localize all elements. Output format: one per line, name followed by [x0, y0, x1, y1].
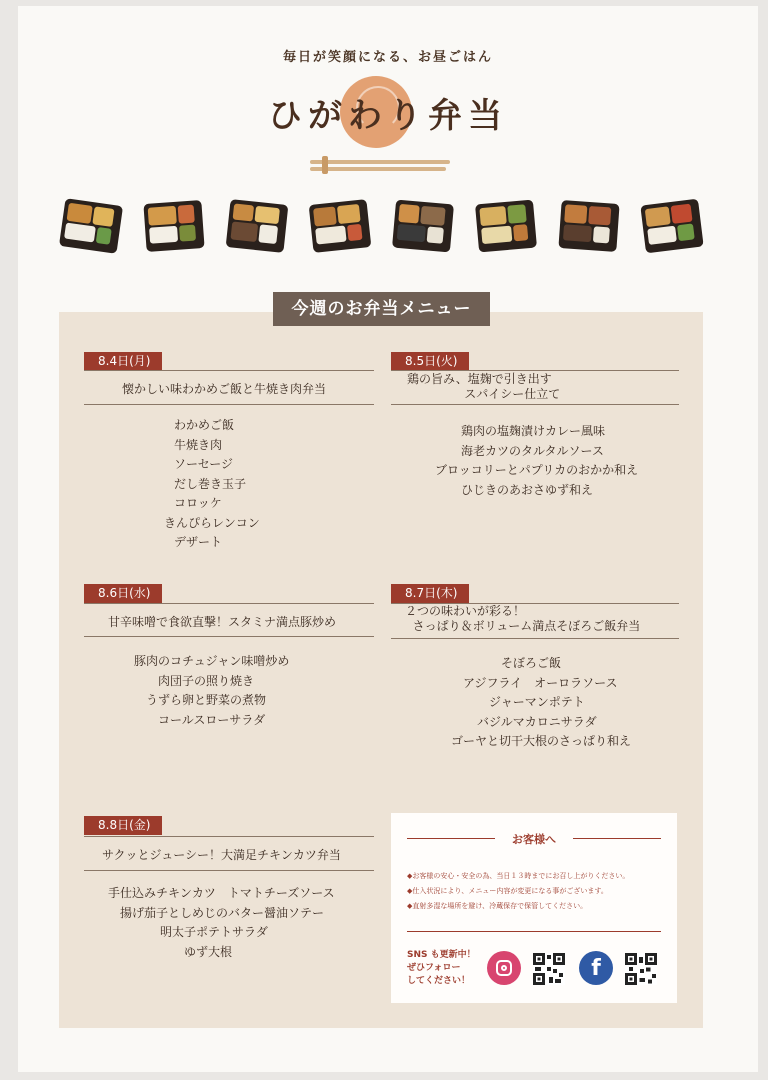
day-title: ２つの味わいが彩る！ さっぱり＆ボリューム満点そぼろご飯弁当	[405, 604, 641, 633]
day-items	[435, 422, 638, 500]
bento-photo	[475, 200, 537, 253]
menu-item: 揚げ茄子としめじのバター醤油ソテー	[120, 905, 325, 920]
day-thursday	[391, 582, 679, 748]
menu-item: コールスローサラダ	[158, 712, 266, 727]
date-badge: 8.8日(金)	[84, 816, 162, 835]
sns-line: SNS も更新中！	[407, 950, 476, 960]
menu-item: 豚肉のコチュジャン味噌炒め	[134, 654, 290, 668]
day-title: 懐かしい味わかめご飯と牛焼き肉弁当	[122, 382, 327, 396]
day-friday	[84, 814, 374, 959]
menu-item: バジルマカロニサラダ	[477, 714, 597, 729]
bento-photo	[226, 199, 289, 253]
bento-photo	[640, 199, 703, 254]
qr-code-icon[interactable]	[625, 953, 657, 985]
day-wednesday	[84, 582, 374, 727]
notice-notes	[407, 869, 629, 914]
bento-photo	[392, 200, 454, 253]
chopsticks-icon	[310, 160, 450, 174]
menu-item: 肉団子の照り焼き	[158, 673, 255, 688]
tagline: 毎日が笑顔になる、お昼ごはん	[282, 50, 493, 65]
brand-logo	[18, 76, 758, 156]
date-badge: 8.7日(木)	[391, 584, 469, 603]
bento-photo	[143, 200, 204, 252]
notice-title: お客様へ	[512, 833, 556, 846]
brand-name: ひがわり弁当	[268, 96, 508, 136]
menu-item: 手仕込みチキンカツ トマトチーズソース	[108, 886, 335, 900]
day-title: 甘辛味噌で食欲直撃！スタミナ満点豚炒め	[108, 615, 337, 629]
date-badge: 8.4日(月)	[84, 352, 162, 371]
menu-item: コロッケ	[174, 496, 222, 510]
bento-photo	[558, 200, 619, 252]
sns-line: してください！	[407, 976, 471, 986]
menu-item: 鶏肉の塩麹漬けカレー風味	[461, 424, 606, 438]
menu-item: うずら卵と野菜の煮物	[146, 693, 267, 707]
menu-item: ひじきのあおさゆず和え	[461, 482, 594, 497]
notice-note: ◆お客様の安心・安全の為、当日１３時までにお召し上がりください。	[407, 872, 630, 880]
menu-item: ゆず大根	[184, 944, 233, 959]
instagram-icon[interactable]	[487, 951, 521, 985]
facebook-icon[interactable]: f	[579, 951, 613, 985]
menu-item: ブロッコリーとパプリカのおかか和え	[435, 463, 639, 477]
menu-item: わかめご飯	[174, 418, 235, 432]
notice-note: ◆直射多湿な場所を避け、冷蔵保存で保管してください。	[407, 902, 588, 910]
customer-notice	[391, 813, 677, 1003]
day-items	[164, 416, 260, 553]
bento-photo-strip	[58, 202, 718, 268]
bento-photo	[59, 198, 123, 254]
menu-title: 今週のお弁当メニュー	[273, 292, 490, 326]
menu-item: きんぴらレンコン	[164, 515, 260, 530]
menu-item: だし巻き玉子	[174, 476, 247, 491]
menu-item: そぼろご飯	[501, 656, 562, 670]
date-badge: 8.5日(火)	[391, 352, 469, 371]
day-items	[431, 654, 631, 752]
date-badge: 8.6日(水)	[84, 584, 162, 603]
menu-item: デザート	[174, 535, 223, 549]
sns-prompt	[407, 949, 476, 988]
qr-code-icon[interactable]	[533, 953, 565, 985]
notice-note: ◆仕入状況により、メニュー内容が変更になる事がございます。	[407, 887, 608, 895]
day-title: 鶏の旨み、塩麹で引き出す スパイシー仕立て	[407, 372, 561, 401]
menu-item: 牛焼き肉	[174, 437, 223, 452]
page	[18, 6, 758, 1072]
day-items	[134, 652, 289, 730]
menu-item: 明太子ポテトサラダ	[160, 925, 268, 939]
bento-photo	[309, 199, 372, 253]
menu-item: ジャーマンポテト	[489, 695, 585, 709]
day-tuesday	[391, 350, 679, 497]
menu-item: 海老カツのタルタルソース	[461, 443, 604, 458]
menu-item: アジフライ オーロラソース	[463, 675, 618, 690]
day-items	[108, 884, 335, 962]
menu-item: ゴーヤと切干大根のさっぱり和え	[451, 734, 632, 748]
day-title: サクッとジューシー！大満足チキンカツ弁当	[102, 848, 341, 862]
menu-item: ソーセージ	[174, 457, 234, 471]
day-monday	[84, 350, 374, 549]
sns-line: ぜひフォロー	[407, 963, 461, 973]
